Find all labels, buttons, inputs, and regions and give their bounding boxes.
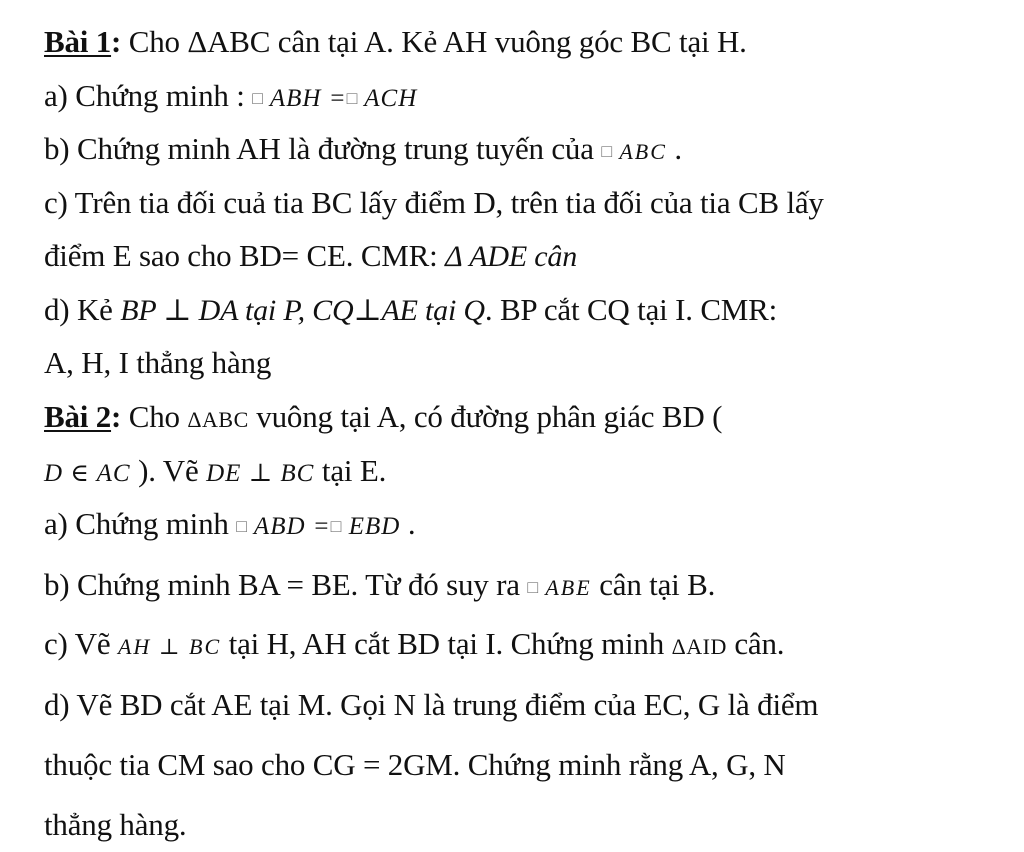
- bai1-d-math: BP ⊥ DA tại P, CQ⊥AE tại Q: [120, 294, 485, 327]
- bai2-line2-text2: tại E.: [314, 453, 387, 488]
- bai1-a-math1: ABH =: [263, 85, 347, 112]
- bai2-b-math: ABE: [538, 575, 592, 600]
- bai2-a-math1: ABD =: [247, 513, 331, 540]
- triangle-placeholder-icon: □: [236, 516, 248, 536]
- bai2-a-end: .: [400, 506, 416, 541]
- bai1-part-d-line1: [44, 290, 777, 331]
- bai1-part-b: [44, 129, 682, 172]
- bai2-part-d-line3: thẳng hàng.: [44, 807, 187, 842]
- bai1-d-text1: d) Kẻ: [44, 292, 121, 327]
- bai1-a-text: a) Chứng minh :: [44, 78, 253, 113]
- bai2-intro-rest: vuông tại A, có đường phân giác BD (: [248, 399, 723, 434]
- bai2-part-c: [44, 624, 784, 667]
- triangle-placeholder-icon: □: [252, 88, 264, 108]
- bai2-heading: Bài 2: [44, 399, 112, 434]
- bai2-line2: [44, 451, 386, 494]
- bai1-part-c-line2: [44, 236, 577, 277]
- bai2-intro-text: Cho: [121, 399, 188, 434]
- bai1-intro: Cho ΔABC cân tại A. Kẻ AH vuông góc BC tại H.: [121, 24, 747, 59]
- bai2-intro-math: ΔABC: [187, 407, 249, 432]
- triangle-placeholder-icon: □: [527, 577, 539, 597]
- bai2-c-math1: AH ⊥ BC: [117, 634, 222, 659]
- bai2-part-d-line1: d) Vẽ BD cắt AE tại M. Gọi N là trung điểm của EC, G là điểm: [44, 687, 819, 722]
- bai2-heading-colon: :: [111, 399, 122, 434]
- bai2-c-math2: ΔAID: [671, 634, 727, 659]
- bai1-b-end: .: [666, 131, 682, 166]
- bai1-d-text2: . BP cắt CQ tại I. CMR:: [484, 292, 778, 327]
- bai2-part-d-line2: thuộc tia CM sao cho CG = 2GM. Chứng minh rằng A, G, N: [44, 747, 786, 782]
- bai2-part-a: [44, 504, 415, 547]
- bai2-b-end: cân tại B.: [591, 567, 716, 602]
- bai2-intro-line: [44, 397, 722, 440]
- bai2-c-text1: c) Vẽ: [44, 626, 118, 661]
- bai2-line2-math2: DE ⊥ BC: [206, 460, 315, 487]
- bai1-intro-line: [44, 22, 747, 62]
- bai1-heading-colon: :: [111, 24, 122, 59]
- bai1-c-text: điểm E sao cho BD= CE. CMR:: [44, 238, 446, 273]
- bai2-c-text3: cân.: [726, 626, 785, 661]
- bai1-part-a: [44, 76, 417, 119]
- triangle-placeholder-icon: □: [330, 516, 342, 536]
- bai2-c-text2: tại H, AH cắt BD tại I. Chứng minh: [221, 626, 672, 661]
- bai2-part-b: [44, 565, 715, 608]
- bai2-b-text: b) Chứng minh BA = BE. Từ đó suy ra: [44, 567, 528, 602]
- bai2-a-text: a) Chứng minh: [44, 506, 237, 541]
- bai2-line2-math1: D ∈ AC: [44, 460, 131, 487]
- triangle-placeholder-icon: □: [346, 88, 358, 108]
- bai2-a-math2: EBD: [341, 513, 401, 540]
- bai1-part-d-line2: A, H, I thẳng hàng: [44, 345, 272, 380]
- bai1-b-math: ABC: [612, 139, 667, 164]
- bai1-heading: Bài 1: [44, 24, 112, 59]
- bai2-line2-text1: ). Vẽ: [130, 453, 207, 488]
- bai1-c-math: Δ ADE cân: [445, 240, 577, 273]
- bai1-part-c-line1: c) Trên tia đối cuả tia BC lấy điểm D, trên tia đối của tia CB lấy: [44, 185, 824, 220]
- triangle-placeholder-icon: □: [601, 141, 613, 161]
- bai1-b-text: b) Chứng minh AH là đường trung tuyến của: [44, 131, 602, 166]
- bai1-a-math2: ACH: [357, 85, 418, 112]
